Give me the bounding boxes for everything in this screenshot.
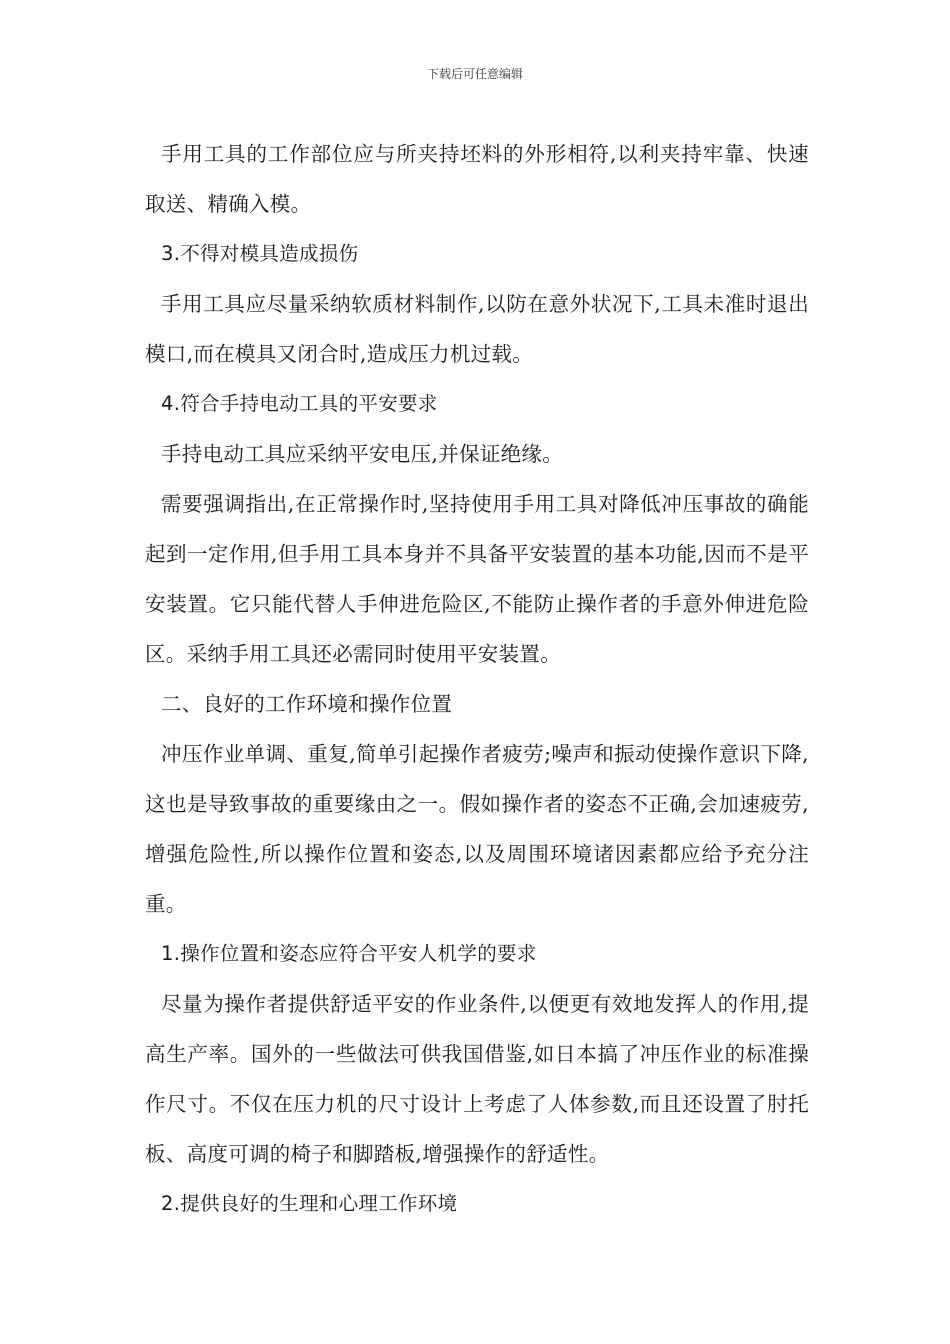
paragraph-fatigue: 冲压作业单调、重复,简单引起操作者疲劳;噪声和振动使操作意识下降,这也是导致事故的重要缘由之一。假如操作者的姿态不正确,会加速疲劳,增强危险性,所以操作位置和姿态,以及周围环境诸因素都应给予充分注重。 xyxy=(145,742,809,916)
paragraph-emphasis: 需要强调指出,在正常操作时,坚持使用手用工具对降低冲压事故的确能起到一定作用,但手用工具本身并不具备平安装置的基本功能,因而不是平安装置。它只能代替人手伸进危险区,不能防止操作者的手意外伸进危险区。采纳手用工具还必需同时使用平安装置。 xyxy=(145,492,809,666)
paragraph-comfort-conditions: 尽量为操作者提供舒适平安的作业条件,以便更有效地发挥人的作用,提高生产率。国外的一些做法可供我国借鉴,如日本搞了冲压作业的标准操作尺寸。不仅在压力机的尺寸设计上考虑了人体参数,而且还设置了肘托板、高度可调的椅子和脚踏板,增强操作的舒适性。 xyxy=(145,992,809,1166)
paragraph-soft-material: 手用工具应尽量采纳软质材料制作,以防在意外状况下,工具未准时退出模口,而在模具又闭合时,造成压力机过载。 xyxy=(145,292,809,366)
page-header-note: 下载后可任意编辑 xyxy=(426,67,523,81)
paragraph-safe-voltage: 手持电动工具应采纳平安电压,并保证绝缘。 xyxy=(161,442,564,466)
heading-no-mold-damage: 3.不得对模具造成损伤 xyxy=(161,242,359,265)
document-body xyxy=(145,129,809,1229)
heading-work-environment: 2.提供良好的生理和心理工作环境 xyxy=(161,1192,458,1215)
heading-electric-tool-safety: 4.符合手持电动工具的平安要求 xyxy=(161,392,438,415)
section-heading-work-environment: 二、良好的工作环境和操作位置 xyxy=(161,692,453,716)
heading-ergonomics: 1.操作位置和姿态应符合平安人机学的要求 xyxy=(161,942,537,965)
paragraph-hand-tool-shape: 手用工具的工作部位应与所夹持坯料的外形相符,以利夹持牢靠、快速取送、精确入模。 xyxy=(145,142,809,216)
